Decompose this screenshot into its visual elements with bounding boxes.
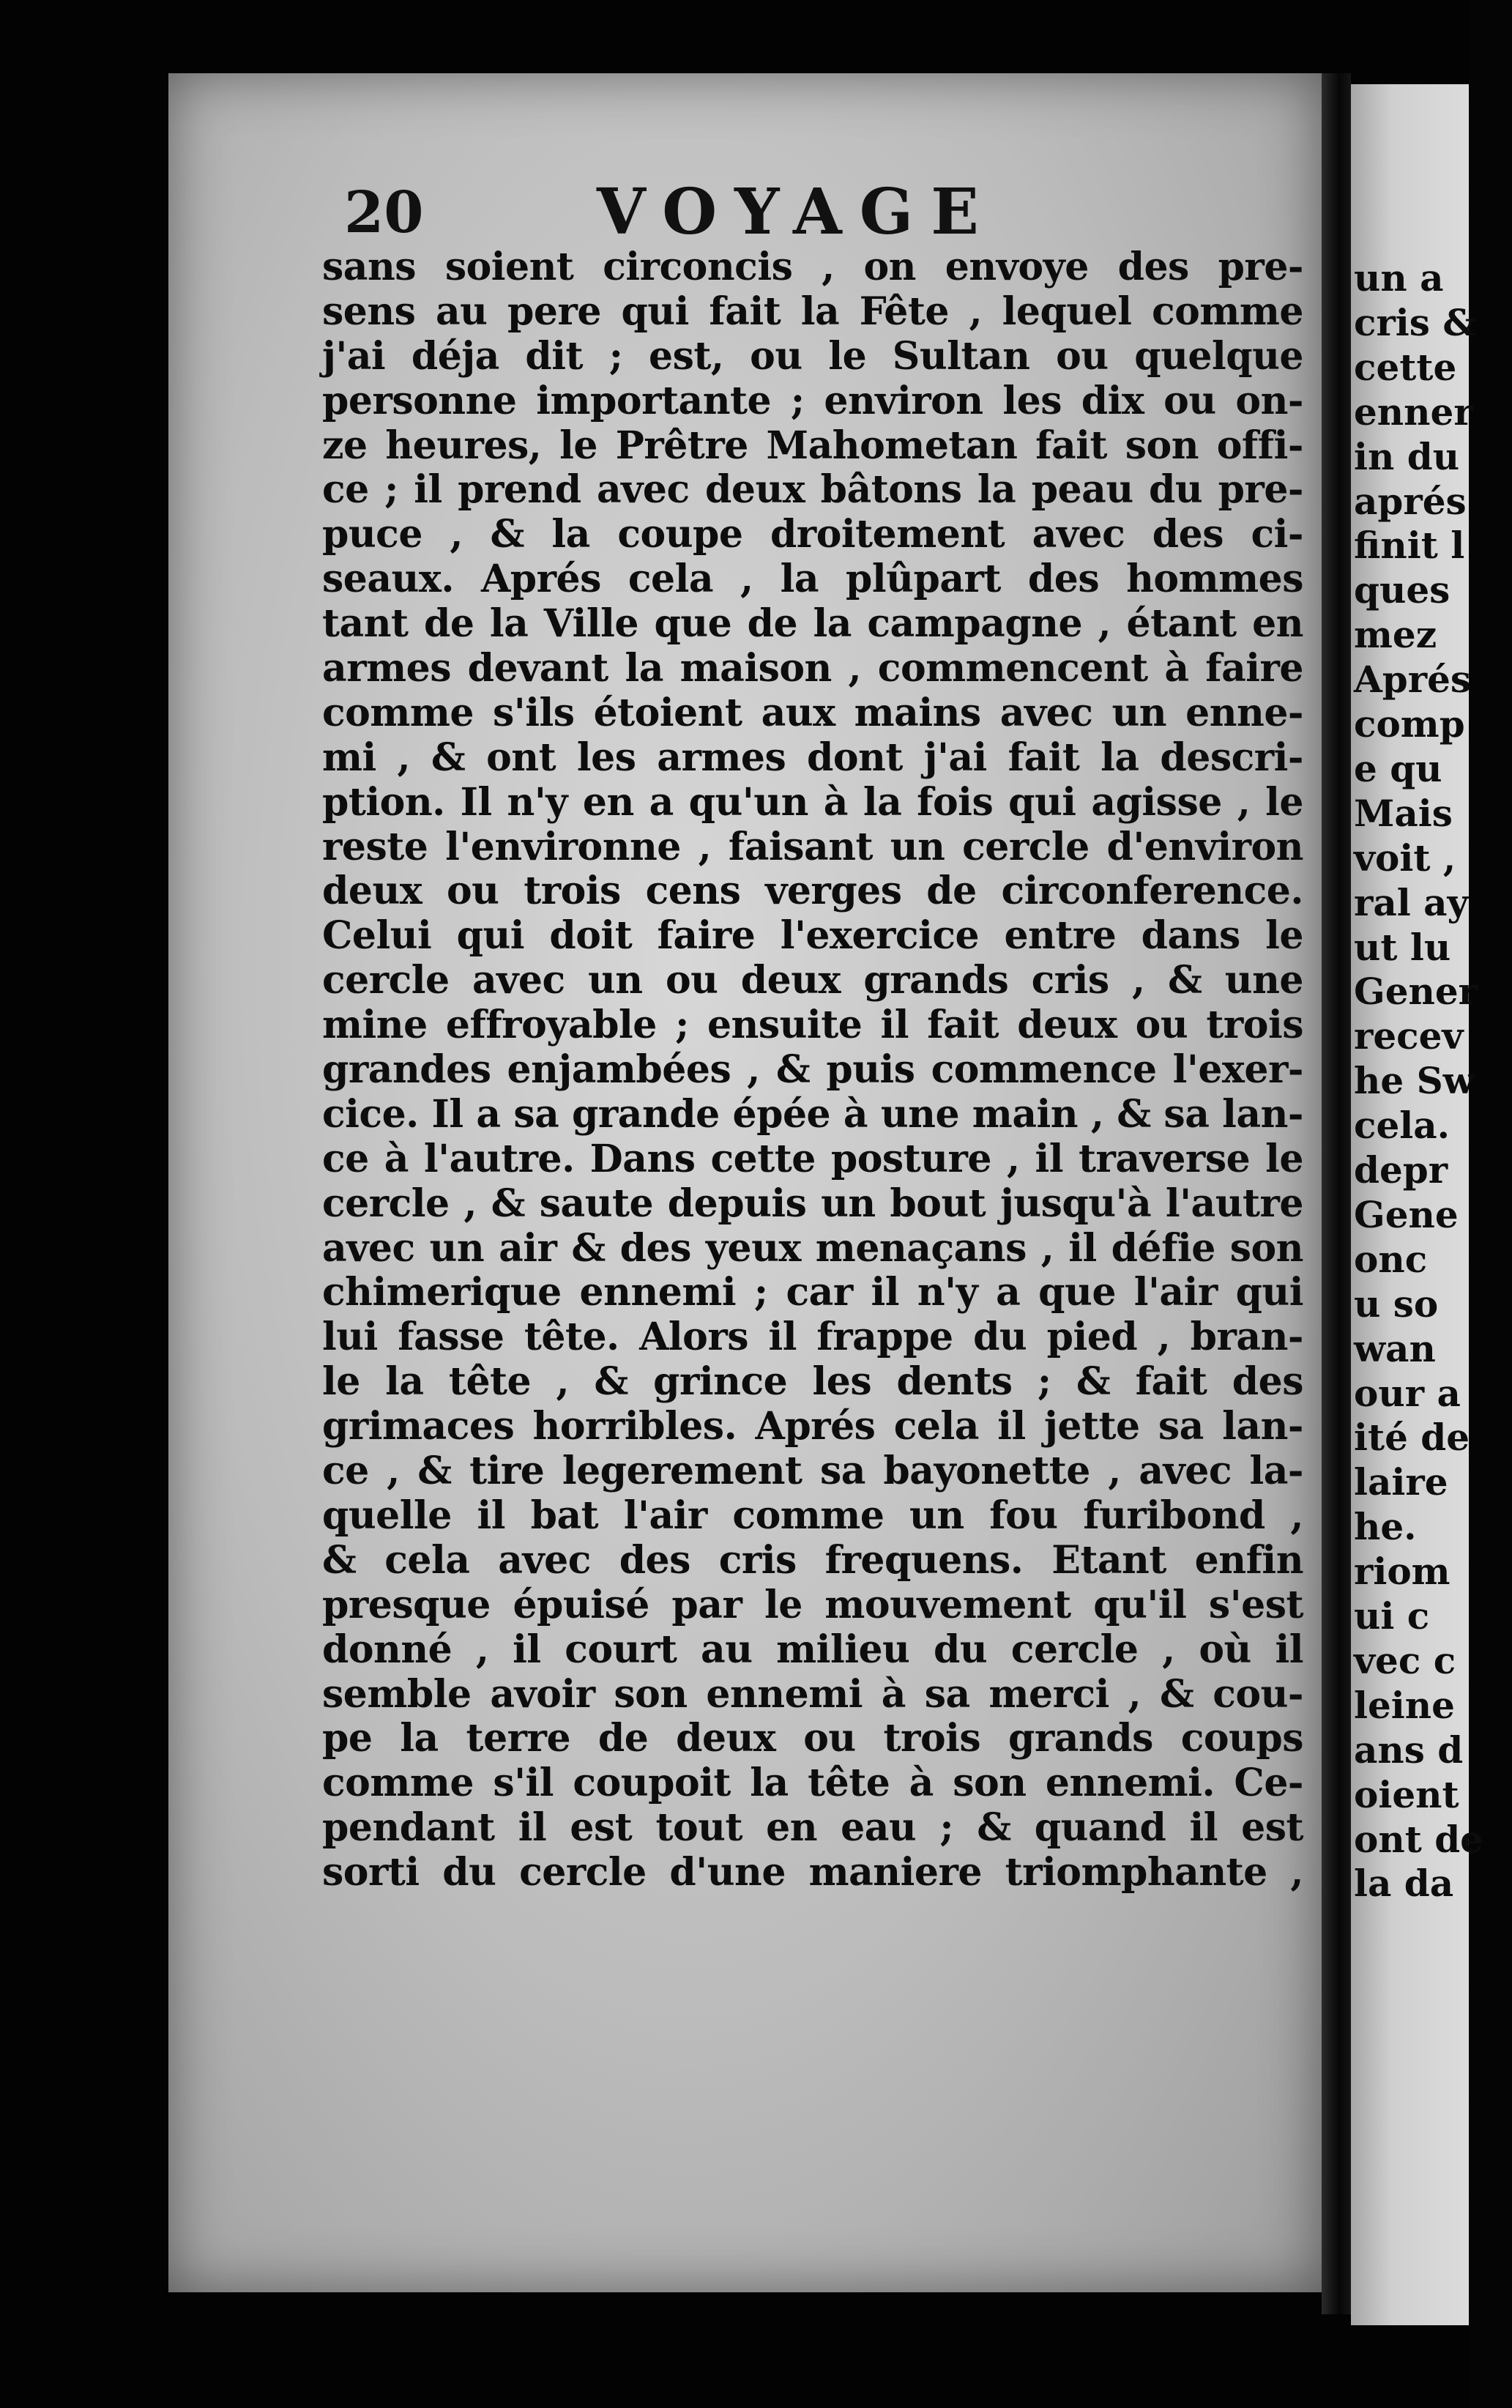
text-line: semble avoir son ennemi à sa merci , & cou-	[322, 1671, 1303, 1717]
text-line: ce ; il prend avec deux bâtons la peau du pre-	[322, 467, 1303, 513]
text-line: ce à l'autre. Dans cette posture , il traverse le	[322, 1136, 1303, 1181]
facing-page-line: cela.	[1354, 1104, 1450, 1148]
facing-page-line: cette	[1354, 345, 1457, 389]
facing-page-line: ral ay	[1354, 880, 1469, 924]
text-line: seaux. Aprés cela , la plûpart des hommes	[322, 557, 1303, 602]
facing-page-line: in du	[1354, 434, 1460, 478]
text-line: sans soient circoncis , on envoye des pre-	[322, 245, 1303, 289]
text-line: armes devant la maison , commencent à faire	[322, 646, 1303, 691]
facing-page-line: oient	[1354, 1772, 1459, 1816]
text-line: ce , & tire legerement sa bayonette , avec la-	[322, 1449, 1303, 1494]
facing-page-line: ans d	[1354, 1728, 1464, 1772]
text-line: Celui qui doit faire l'exercice entre dans le	[322, 913, 1303, 959]
text-line: & cela avec des cris frequens. Etant enfin	[322, 1537, 1303, 1583]
facing-page-line: ques	[1354, 568, 1450, 612]
facing-page-line: riom	[1354, 1550, 1450, 1594]
text-line: cercle , & saute depuis un bout jusqu'à l'autre	[322, 1181, 1303, 1226]
text-line: avec un air & des yeux menaçans , il défie son	[322, 1225, 1303, 1271]
facing-page-line: u so	[1354, 1282, 1439, 1326]
facing-page-line: he.	[1354, 1505, 1417, 1549]
page-header	[344, 175, 1311, 253]
facing-page-line: depr	[1354, 1148, 1448, 1192]
text-line: grandes enjambées , & puis commence l'exer-	[322, 1047, 1303, 1093]
facing-page-line: recev	[1354, 1014, 1464, 1058]
text-line: mine effroyable ; ensuite il fait deux ou trois	[322, 1003, 1303, 1048]
facing-page-line: la da	[1354, 1862, 1454, 1906]
facing-page-line: cris &	[1354, 300, 1476, 344]
facing-page-line: enner	[1354, 390, 1473, 434]
text-line: grimaces horribles. Aprés cela il jette sa lan-	[322, 1404, 1303, 1449]
facing-page-line: un a	[1354, 256, 1444, 300]
text-line: chimerique ennemi ; car il n'y a que l'air qui	[322, 1270, 1303, 1315]
text-line: le la tête , & grince les dents ; & fait des	[322, 1359, 1303, 1405]
text-line: donné , il court au milieu du cercle , où il	[322, 1627, 1303, 1672]
facing-page-line: Gene	[1354, 1192, 1459, 1236]
text-line: tant de la Ville que de la campagne , étant en	[322, 601, 1303, 647]
facing-page-line: wan	[1354, 1326, 1436, 1370]
text-line: comme s'il coupoit la tête à son ennemi. Ce-	[322, 1761, 1303, 1806]
facing-page-line: Aprés	[1354, 658, 1472, 702]
facing-page-line: laire	[1354, 1460, 1448, 1504]
facing-page-line: voit ,	[1354, 836, 1456, 880]
facing-page-line: finit l	[1354, 524, 1465, 568]
text-line: lui fasse tête. Alors il frappe du pied , bran-	[322, 1315, 1303, 1360]
text-line: cercle avec un ou deux grands cris , & une	[322, 958, 1303, 1003]
facing-page-line: Mais	[1354, 791, 1453, 835]
text-line: personne importante ; environ les dix ou on-	[322, 378, 1303, 423]
text-line: reste l'environne , faisant un cercle d'environ	[322, 824, 1303, 869]
text-line: puce , & la coupe droitement avec des ci-	[322, 512, 1303, 557]
facing-page-line: e qu	[1354, 746, 1442, 790]
facing-page-line: aprés	[1354, 479, 1467, 523]
facing-page-line: ont de	[1354, 1817, 1483, 1861]
right-page-edge	[1351, 84, 1483, 2325]
facing-page-line: comp	[1354, 702, 1465, 746]
text-line: sorti du cercle d'une maniere triomphante ,	[322, 1850, 1303, 1895]
facing-page-line: onc	[1354, 1237, 1428, 1281]
text-line: presque épuisé par le mouvement qu'il s'est	[322, 1582, 1303, 1627]
text-line: deux ou trois cens verges de circonference.	[322, 869, 1303, 914]
facing-page-line: mez	[1354, 613, 1437, 657]
facing-page-line: ui c	[1354, 1594, 1430, 1638]
facing-page-line: our a	[1354, 1371, 1461, 1415]
facing-page-line: vec c	[1354, 1638, 1456, 1682]
text-line: ption. Il n'y en a qu'un à la fois qui agisse , le	[322, 779, 1303, 825]
facing-page-line: Gener	[1354, 970, 1478, 1014]
facing-page-line: leine	[1354, 1683, 1455, 1727]
text-line: comme s'ils étoient aux mains avec un enne-	[322, 690, 1303, 735]
facing-page-line: he Sw	[1354, 1059, 1475, 1103]
facing-page-line: ut lu	[1354, 925, 1451, 969]
text-line: cice. Il a sa grande épée à une main , & sa lan-	[322, 1091, 1303, 1137]
text-line: sens au pere qui fait la Fête , lequel comme	[322, 289, 1303, 334]
text-line: pe la terre de deux ou trois grands coups	[322, 1716, 1303, 1761]
running-title: VOYAGE	[597, 175, 997, 249]
text-line: j'ai déja dit ; est, ou le Sultan ou quelque	[322, 333, 1303, 379]
page-number: 20	[344, 179, 424, 246]
text-line: quelle il bat l'air comme un fou furibond ,	[322, 1493, 1303, 1538]
text-line: ze heures, le Prêtre Mahometan fait son offi-	[322, 423, 1303, 468]
book-gutter	[1322, 73, 1351, 2314]
text-line: pendant il est tout en eau ; & quand il est	[322, 1805, 1303, 1851]
body-text	[322, 245, 1303, 1895]
text-line: mi , & ont les armes dont j'ai fait la descri-	[322, 735, 1303, 780]
facing-page-line: ité de	[1354, 1416, 1470, 1460]
